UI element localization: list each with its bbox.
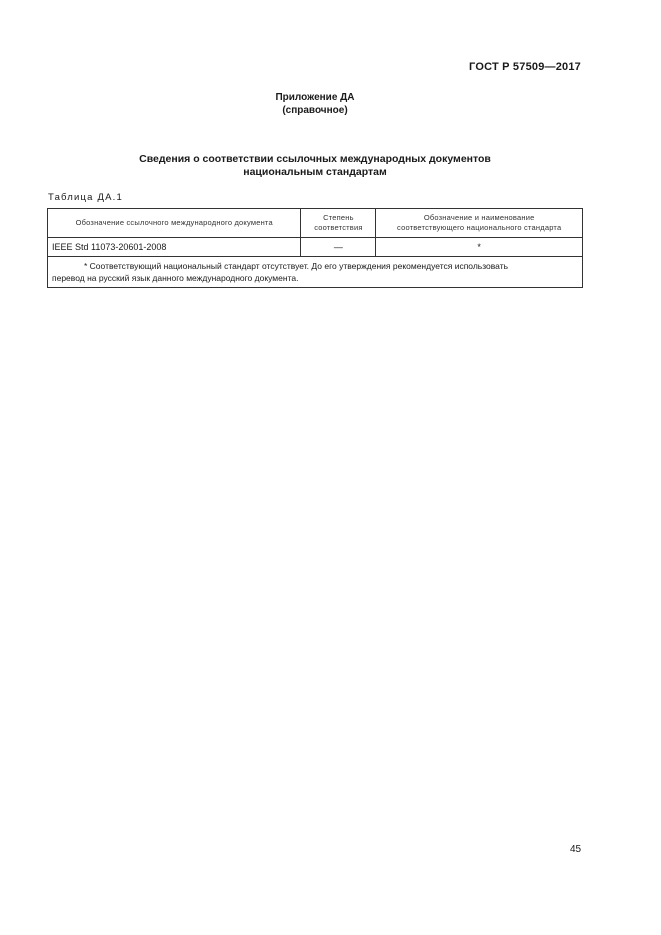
column-header-degree-line-2: соответствия (314, 223, 363, 232)
appendix-status: (справочное) (282, 105, 348, 116)
cell-degree: — (301, 238, 376, 257)
cell-document: IEEE Std 11073-20601-2008 (48, 238, 301, 257)
column-header-national-standard (376, 209, 583, 238)
section-heading (0, 153, 630, 179)
table-footnote-row (48, 257, 583, 288)
table-header-row (48, 209, 583, 238)
table-row (48, 238, 583, 257)
section-heading-line-1: Сведения о соответствии ссылочных международных документов (139, 153, 491, 165)
column-header-national-line-2: соответствующего национального стандарта (397, 223, 562, 232)
correspondence-table (47, 208, 583, 288)
table-caption: Таблица ДА.1 (48, 192, 123, 203)
appendix-label: Приложение ДА (275, 92, 355, 103)
footnote-line-1: * Соответствующий национальный стандарт отсутствует. До его утверждения рекомендуется использовать (84, 261, 509, 271)
standard-designation: ГОСТ Р 57509—2017 (469, 61, 581, 73)
column-header-degree-line-1: Степень (323, 213, 354, 222)
section-heading-line-2: национальным стандартам (243, 166, 387, 178)
table-footnote (48, 257, 583, 288)
appendix-title (0, 91, 630, 117)
footnote-line-2: перевод на русский язык данного международного документа. (52, 273, 299, 283)
column-header-national-line-1: Обозначение и наименование (423, 213, 535, 222)
column-header-document: Обозначение ссылочного международного документа (48, 209, 301, 238)
column-header-degree (301, 209, 376, 238)
page-number: 45 (570, 844, 582, 855)
cell-national-standard: * (376, 238, 583, 257)
